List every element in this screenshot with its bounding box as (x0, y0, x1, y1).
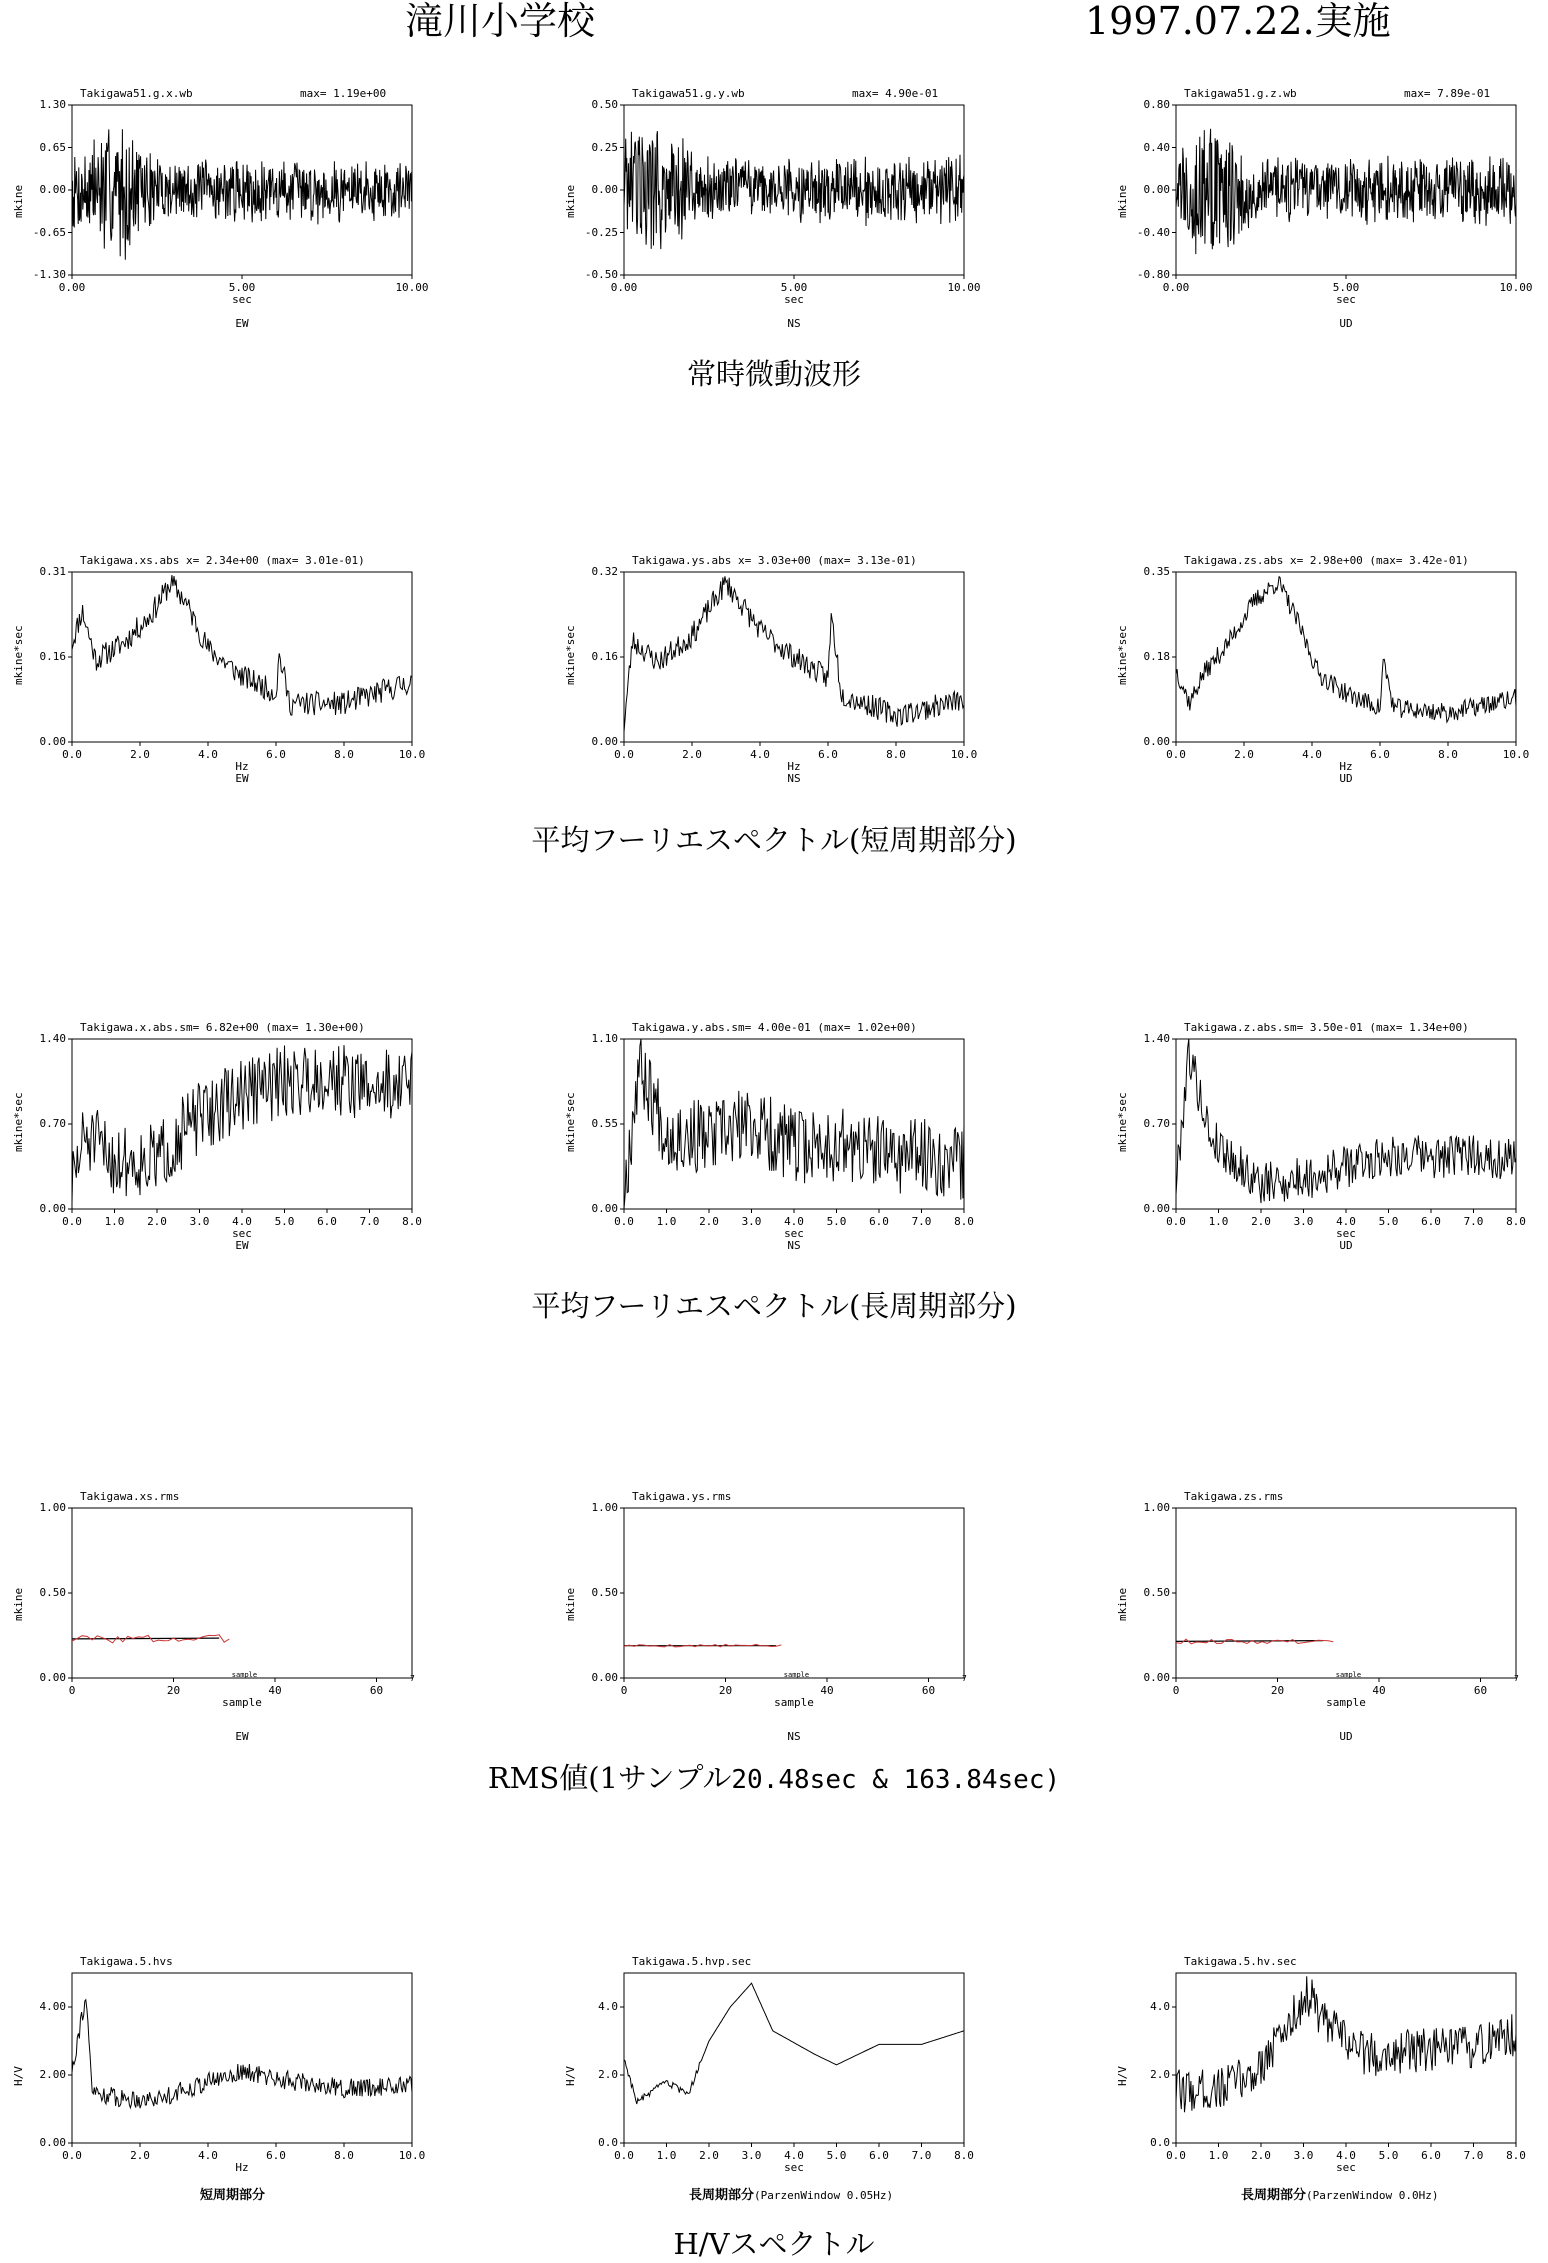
x-tick-label: 8.0 (334, 2149, 354, 2162)
chart-panel (0, 1009, 480, 1269)
chart-panel (1104, 1943, 1548, 2203)
chart-title: Takigawa.5.hv.sec (1184, 1955, 1297, 1968)
y-tick-label: 0.00 (591, 1202, 618, 1215)
y-axis-label: mkine*sec (1116, 1092, 1129, 1152)
x-tick-label: 8.0 (1506, 1215, 1526, 1228)
x-tick-label: 4.0 (784, 1215, 804, 1228)
y-tick-label: 0.50 (39, 1586, 66, 1599)
chart-title: Takigawa.xs.abs x= 2.34e+00 (max= 3.01e-01) (80, 554, 365, 567)
x-tick-label: 3.0 (741, 2149, 762, 2162)
x-axis-label: sec (1336, 1227, 1356, 1240)
y-tick-label: 2.00 (39, 2068, 66, 2081)
waveform-series-line (1176, 129, 1516, 254)
chart-title: Takigawa.zs.rms (1184, 1490, 1284, 1503)
x-tick-label: 5.0 (1378, 2149, 1399, 2162)
chart-panel (1104, 542, 1548, 802)
x-axis-label: Hz (235, 760, 249, 773)
y-axis-label: H/V (12, 2066, 25, 2086)
x-tick-label: 4.0 (1336, 2149, 1356, 2162)
x-tick-label: 0.0 (62, 1215, 82, 1228)
y-tick-label: 0.70 (1143, 1117, 1170, 1130)
y-axis-label: mkine*sec (12, 625, 25, 685)
y-tick-label: 2.0 (1150, 2068, 1170, 2081)
chart-annotation: max= 4.90e-01 (852, 87, 939, 100)
rms-caption-values: 20.48sec & 163.84sec) (731, 1765, 1061, 1795)
chart-under-label: EW (235, 317, 249, 330)
x-tick-label: 1.0 (656, 2149, 677, 2162)
chart-under-label: UD (1339, 1239, 1353, 1252)
chart-title: Takigawa51.g.y.wb (632, 87, 745, 100)
x-tick-label: 8.0 (1506, 2149, 1526, 2162)
x-tick-label: 2.0 (1234, 748, 1254, 761)
chart-under-label: UD (1339, 317, 1353, 330)
y-axis-label: mkine (1116, 1587, 1129, 1621)
x-tick-label: 5.00 (780, 281, 808, 294)
y-tick-label: 0.50 (591, 98, 618, 111)
x-axis-label: sec (784, 293, 804, 306)
x-tick-label: 10.0 (398, 748, 426, 761)
spectrum-series-line (1176, 1039, 1516, 1203)
chart-panel (552, 542, 1032, 802)
x-axis-label: sec (784, 2161, 804, 2174)
x-tick-label: 8.0 (1438, 748, 1458, 761)
y-tick-label: 0.55 (591, 1117, 618, 1130)
x-tick-label: 4.0 (784, 2149, 804, 2162)
y-axis-label: mkine (564, 1587, 577, 1621)
row-caption-rms (0, 1756, 1548, 1797)
x-tick-label: 0.00 (58, 281, 86, 294)
x-tick-label: 1.0 (1208, 2149, 1229, 2162)
spectrum-series-line (1176, 1976, 1516, 2112)
plot-frame (72, 1973, 412, 2143)
y-tick-label: -0.25 (584, 225, 618, 239)
x-tick-label: 2.0 (130, 748, 150, 761)
y-tick-label: 0.00 (39, 735, 66, 748)
spectrum-series-line (624, 576, 964, 732)
x-tick-label: 2.0 (147, 1215, 167, 1228)
x-axis-label: Hz (235, 2161, 249, 2174)
plot-frame (72, 572, 412, 742)
y-tick-label: 2.0 (598, 2068, 618, 2081)
x-tick-label: 0.0 (1166, 748, 1186, 761)
y-tick-label: 1.00 (1143, 1501, 1170, 1514)
x-tick-label: 40 (268, 1684, 282, 1697)
x-tick-label: 4.0 (198, 2149, 218, 2162)
y-tick-label: 0.80 (1143, 98, 1170, 111)
spectrum-series-line (624, 1983, 964, 2104)
y-tick-label: 0.00 (39, 183, 66, 196)
x-axis-label: sec (1336, 293, 1356, 306)
chart-panel (1104, 75, 1548, 335)
x-tick-label: 2.0 (1251, 2149, 1271, 2162)
plot-frame (1176, 1508, 1516, 1678)
chart-panel (552, 75, 1032, 335)
rms-mean-line (1176, 1641, 1323, 1642)
y-tick-label: 0.35 (1143, 565, 1170, 578)
rms-caption-jp: RMS値(1サンプル (487, 1761, 732, 1795)
chart-title: Takigawa51.g.z.wb (1184, 87, 1297, 100)
x-axis-label: sec (232, 1227, 252, 1240)
x-tick-label: 0.0 (62, 748, 82, 761)
x-tick-label: 10.00 (947, 281, 981, 294)
x-tick-label: 0.0 (62, 2149, 82, 2162)
x-tick-label: 60 (1473, 1684, 1488, 1697)
x-tick-label: 5.0 (1378, 1215, 1399, 1228)
under-label-main: 短周期部分 (200, 2188, 266, 2203)
y-tick-label: 0.00 (39, 1671, 66, 1684)
y-tick-label: 0.00 (1143, 1671, 1170, 1684)
chart-under-label: NS (787, 1730, 801, 1743)
x-tick-label: 10.0 (398, 2149, 426, 2162)
plot-frame (1176, 1973, 1516, 2143)
y-axis-label: mkine (12, 184, 25, 218)
chart-under-label (1241, 2189, 1438, 2202)
x-tick-label: 0.0 (614, 1215, 634, 1228)
y-tick-label: 4.0 (598, 2000, 618, 2013)
x-tick-label: 8.0 (954, 1215, 974, 1228)
y-tick-label: -0.40 (1136, 225, 1170, 239)
y-tick-label: 0.00 (591, 183, 618, 196)
x-tick-label: 40 (1372, 1684, 1386, 1697)
x-tick-label: 0 (620, 1684, 628, 1697)
x-axis-label: sample (222, 1696, 262, 1709)
x-tick-label: 7.0 (1463, 1215, 1484, 1228)
chart-panel (552, 1009, 1032, 1269)
y-tick-label: 0.70 (39, 1117, 66, 1130)
y-tick-label: 0.00 (591, 735, 618, 748)
chart-under-label: EW (235, 772, 249, 785)
x-axis-label: sec (1336, 2161, 1356, 2174)
plot-frame (624, 1973, 964, 2143)
x-tick-label: 10.0 (950, 748, 978, 761)
x-tick-label: 4.0 (232, 1215, 252, 1228)
x-edge-tick-label: 7 (1514, 1674, 1519, 1683)
under-label-main: 長周期部分 (689, 2188, 755, 2203)
x-tick-label: 4.0 (198, 748, 218, 761)
y-tick-label: 0.0 (598, 2136, 618, 2149)
y-tick-label: 1.40 (1143, 1032, 1170, 1045)
spectrum-series-line (72, 1045, 412, 1202)
x-tick-label: 6.0 (1370, 748, 1390, 761)
x-tick-label: 7.0 (1463, 2149, 1484, 2162)
y-tick-label: -0.50 (584, 268, 618, 281)
x-tick-label: 0.0 (1166, 1215, 1186, 1228)
chart-panel (0, 1943, 480, 2203)
x-tick-label: 4.0 (1336, 1215, 1356, 1228)
row-caption-hv: H/Vスペクトル (673, 2227, 875, 2261)
under-label-main: 長周期部分 (1241, 2188, 1307, 2203)
y-tick-label: -0.80 (1136, 268, 1170, 281)
chart-title: Takigawa.y.abs.sm= 4.00e-01 (max= 1.02e+00) (632, 1021, 917, 1034)
x-tick-label: 7.0 (911, 1215, 932, 1228)
x-tick-label: 0 (1172, 1684, 1180, 1697)
x-tick-label: 20 (1270, 1684, 1285, 1697)
x-inner-label: sample (1335, 1671, 1362, 1679)
chart-panel (1104, 1478, 1548, 1743)
y-tick-label: 0.0 (1150, 2136, 1170, 2149)
x-tick-label: 5.00 (228, 281, 256, 294)
chart-panel (0, 75, 480, 335)
y-tick-label: -0.65 (32, 225, 66, 239)
y-axis-label: mkine*sec (564, 1092, 577, 1152)
chart-title: Takigawa51.g.x.wb (80, 87, 193, 100)
waveform-series-line (72, 129, 412, 260)
x-tick-label: 3.0 (189, 1215, 210, 1228)
chart-title: Takigawa.xs.rms (80, 1490, 180, 1503)
y-tick-label: 0.65 (39, 140, 66, 154)
x-tick-label: 8.0 (334, 748, 354, 761)
x-tick-label: 6.0 (266, 2149, 286, 2162)
x-tick-label: 0.0 (614, 748, 634, 761)
chart-title: Takigawa.5.hvp.sec (632, 1955, 752, 1968)
y-tick-label: 0.16 (39, 650, 66, 663)
x-tick-label: 0.0 (1166, 2149, 1186, 2162)
x-inner-label: sample (783, 1671, 810, 1679)
x-axis-label: sec (784, 1227, 804, 1240)
x-tick-label: 5.0 (274, 1215, 295, 1228)
x-tick-label: 5.00 (1332, 281, 1360, 294)
spectrum-series-line (72, 575, 412, 715)
x-tick-label: 1.0 (1208, 1215, 1229, 1228)
x-tick-label: 0.00 (610, 281, 638, 294)
x-axis-label: sample (774, 1696, 814, 1709)
chart-under-label: NS (787, 317, 801, 330)
y-tick-label: 1.40 (39, 1032, 66, 1045)
x-tick-label: 6.0 (869, 2149, 889, 2162)
y-tick-label: 0.16 (591, 650, 618, 663)
x-tick-label: 60 (921, 1684, 936, 1697)
survey-date: 1997.07.22.実施 (1085, 0, 1391, 43)
spectrum-series-line (624, 1039, 964, 1209)
x-edge-tick-label: 7 (962, 1674, 967, 1683)
chart-under-label: EW (235, 1239, 249, 1252)
y-tick-label: 1.00 (39, 1501, 66, 1514)
y-tick-label: 0.50 (591, 1586, 618, 1599)
x-axis-label: sec (232, 293, 252, 306)
y-tick-label: 0.40 (1143, 140, 1170, 154)
waveform-series-line (624, 131, 964, 249)
x-inner-label: sample (231, 1671, 258, 1679)
x-tick-label: 40 (820, 1684, 834, 1697)
chart-under-label: NS (787, 772, 801, 785)
chart-under-label (200, 2189, 265, 2202)
y-tick-label: 0.00 (1143, 1202, 1170, 1215)
y-tick-label: 0.00 (1143, 735, 1170, 748)
chart-under-label: EW (235, 1730, 249, 1743)
x-tick-label: 8.0 (954, 2149, 974, 2162)
chart-title: Takigawa.z.abs.sm= 3.50e-01 (max= 1.34e+00) (1184, 1021, 1469, 1034)
plot-frame (1176, 572, 1516, 742)
y-tick-label: 4.0 (1150, 2000, 1170, 2013)
x-tick-label: 2.0 (699, 2149, 719, 2162)
x-axis-label: Hz (787, 760, 801, 773)
x-tick-label: 10.00 (395, 281, 429, 294)
under-label-sub: (ParzenWindow 0.0Hz) (1306, 2189, 1439, 2202)
x-tick-label: 7.0 (359, 1215, 380, 1228)
chart-title: Takigawa.zs.abs x= 2.98e+00 (max= 3.42e-01) (1184, 554, 1469, 567)
school-title: 滝川小学校 (405, 0, 596, 43)
plot-frame (624, 1508, 964, 1678)
chart-under-label: UD (1339, 772, 1353, 785)
y-tick-label: 0.00 (1143, 183, 1170, 196)
y-tick-label: 0.00 (39, 1202, 66, 1215)
x-tick-label: 6.0 (1421, 2149, 1441, 2162)
y-axis-label: mkine*sec (564, 625, 577, 685)
plot-frame (72, 1508, 412, 1678)
chart-title: Takigawa.x.abs.sm= 6.82e+00 (max= 1.30e+00) (80, 1021, 365, 1034)
x-tick-label: 5.0 (826, 2149, 847, 2162)
chart-panel (0, 1478, 480, 1743)
plot-frame (624, 1039, 964, 1209)
spectrum-series-line (72, 2000, 412, 2108)
row-caption-spectrum-short: 平均フーリエスペクトル(短周期部分) (531, 823, 1017, 857)
chart-title: Takigawa.5.hvs (80, 1955, 173, 1968)
x-tick-label: 60 (369, 1684, 384, 1697)
x-tick-label: 3.0 (1293, 1215, 1314, 1228)
x-tick-label: 6.0 (266, 748, 286, 761)
chart-panel (0, 542, 480, 802)
under-label-sub: (ParzenWindow 0.05Hz) (754, 2189, 894, 2202)
chart-panel (552, 1478, 1032, 1743)
row-caption-spectrum-long: 平均フーリエスペクトル(長周期部分) (531, 1289, 1017, 1323)
x-axis-label: sample (1326, 1696, 1366, 1709)
y-axis-label: mkine (12, 1587, 25, 1621)
x-tick-label: 5.0 (826, 1215, 847, 1228)
y-tick-label: 0.25 (591, 140, 618, 154)
y-tick-label: 1.00 (591, 1501, 618, 1514)
x-tick-label: 20 (166, 1684, 181, 1697)
y-tick-label: 4.00 (39, 2000, 66, 2013)
chart-title: Takigawa.ys.rms (632, 1490, 732, 1503)
y-tick-label: 0.00 (591, 1671, 618, 1684)
y-axis-label: mkine (1116, 184, 1129, 218)
x-tick-label: 4.0 (1302, 748, 1322, 761)
x-tick-label: 2.0 (682, 748, 702, 761)
x-tick-label: 8.0 (402, 1215, 422, 1228)
x-tick-label: 2.0 (130, 2149, 150, 2162)
x-tick-label: 0 (68, 1684, 76, 1697)
y-tick-label: 1.30 (39, 98, 66, 111)
y-tick-label: 1.10 (591, 1032, 618, 1045)
x-tick-label: 4.0 (750, 748, 770, 761)
y-tick-label: 0.31 (39, 565, 66, 578)
y-tick-label: 0.50 (1143, 1586, 1170, 1599)
row-caption-waveform: 常時微動波形 (686, 357, 861, 391)
y-axis-label: mkine*sec (12, 1092, 25, 1152)
x-axis-label: Hz (1339, 760, 1353, 773)
x-tick-label: 3.0 (741, 1215, 762, 1228)
chart-panel (1104, 1009, 1548, 1269)
chart-annotation: max= 7.89e-01 (1404, 87, 1491, 100)
x-tick-label: 6.0 (869, 1215, 889, 1228)
chart-under-label: UD (1339, 1730, 1353, 1743)
y-tick-label: -1.30 (32, 268, 66, 281)
y-tick-label: 0.18 (1143, 650, 1170, 663)
x-tick-label: 1.0 (104, 1215, 125, 1228)
chart-title: Takigawa.ys.abs x= 3.03e+00 (max= 3.13e-01) (632, 554, 917, 567)
x-tick-label: 10.00 (1499, 281, 1533, 294)
x-tick-label: 6.0 (317, 1215, 337, 1228)
y-axis-label: H/V (1116, 2066, 1129, 2086)
x-tick-label: 3.0 (1293, 2149, 1314, 2162)
chart-panel (552, 1943, 1032, 2203)
y-axis-label: mkine*sec (1116, 625, 1129, 685)
x-tick-label: 20 (718, 1684, 733, 1697)
chart-under-label (689, 2189, 893, 2202)
x-tick-label: 0.00 (1162, 281, 1190, 294)
x-tick-label: 10.0 (1502, 748, 1530, 761)
y-axis-label: H/V (564, 2066, 577, 2086)
y-axis-label: mkine (564, 184, 577, 218)
x-tick-label: 2.0 (1251, 1215, 1271, 1228)
x-tick-label: 0.0 (614, 2149, 634, 2162)
y-tick-label: 0.00 (39, 2136, 66, 2149)
x-edge-tick-label: 7 (410, 1674, 415, 1683)
x-tick-label: 6.0 (818, 748, 838, 761)
spectrum-series-line (1176, 577, 1516, 722)
chart-under-label: NS (787, 1239, 801, 1252)
x-tick-label: 8.0 (886, 748, 906, 761)
x-tick-label: 7.0 (911, 2149, 932, 2162)
y-tick-label: 0.32 (591, 565, 618, 578)
x-tick-label: 6.0 (1421, 1215, 1441, 1228)
x-tick-label: 1.0 (656, 1215, 677, 1228)
plot-frame (1176, 1039, 1516, 1209)
chart-annotation: max= 1.19e+00 (300, 87, 387, 100)
x-tick-label: 2.0 (699, 1215, 719, 1228)
